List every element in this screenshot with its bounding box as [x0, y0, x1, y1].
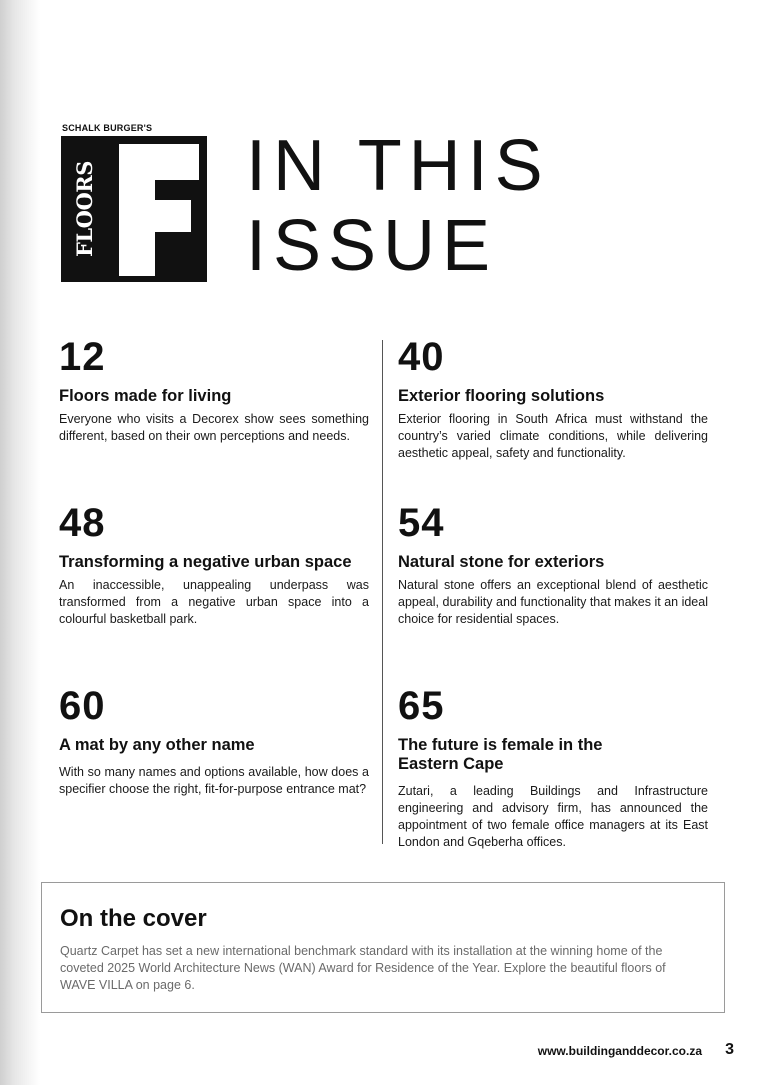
toc-entry[interactable]: [398, 502, 708, 628]
toc-entry[interactable]: [398, 685, 708, 851]
page-number: 3: [725, 1041, 734, 1058]
cover-text: Quartz Carpet has set a new international benchmark standard with its installation at the winning home of the coveted 2025 World Architecture News (WAN) Award for Residence of the Year. Explore the beautiful floors of WAVE VILLA on page 6.: [60, 944, 666, 992]
toc-entry-title: Exterior flooring solutions: [398, 387, 605, 405]
floors-logo: [61, 136, 207, 282]
page-title-line-1: IN THIS: [246, 126, 550, 206]
toc-entry-title: A mat by any other name: [59, 736, 255, 754]
logo-word: FLOORS: [72, 161, 97, 257]
toc-entry-description: An inaccessible, unappealing underpass was transformed from a negative urban space into a colourful basketball park.: [59, 578, 369, 626]
toc-page-number: 48: [59, 501, 106, 545]
footer-url-link[interactable]: www.buildinganddecor.co.za: [537, 1044, 702, 1058]
toc-entry-title: Natural stone for exteriors: [398, 553, 605, 571]
toc-entry-title: Floors made for living: [59, 387, 232, 405]
toc-entry-description: Zutari, a leading Buildings and Infrastructure engineering and advisory firm, has announced the appointment of two female office managers at its East London and Gqeberha offices.: [398, 784, 708, 849]
page-spine-shadow: [0, 0, 40, 1085]
column-divider: [382, 340, 383, 844]
logo-kicker: SCHALK BURGER'S: [62, 123, 153, 133]
toc-entry-description: Everyone who visits a Decorex show sees something different, based on their own perceptions and needs.: [59, 412, 369, 443]
toc-entry[interactable]: [398, 336, 708, 462]
toc-page-number: 40: [398, 335, 445, 379]
toc-entry-description: Natural stone offers an exceptional blend of aesthetic appeal, durability and functionality that makes it an ideal choice for residential spaces.: [398, 578, 708, 626]
toc-entry-description: With so many names and options available, how does a specifier choose the right, fit-for-purpose entrance mat?: [59, 765, 369, 796]
logo-letter-f: [103, 142, 203, 278]
toc-entry[interactable]: [59, 336, 369, 445]
toc-entry-title: Transforming a negative urban space: [59, 553, 352, 571]
cover-title: On the cover: [60, 905, 207, 932]
toc-page-number: 60: [59, 684, 106, 728]
toc-entry-description: Exterior flooring in South Africa must withstand the country’s varied climate conditions, while delivering aesthetic appeal, safety and functionality.: [398, 412, 708, 460]
toc-entry-title: The future is female in the Eastern Cape: [398, 736, 603, 773]
toc-page-number: 12: [59, 335, 106, 379]
toc-entry[interactable]: [59, 685, 369, 798]
toc-entry[interactable]: [59, 502, 369, 628]
page-title: [246, 126, 666, 286]
toc-page-number: 54: [398, 501, 445, 545]
page-title-line-2: ISSUE: [246, 206, 498, 286]
toc-page-number: 65: [398, 684, 445, 728]
on-the-cover-panel: [41, 882, 725, 1013]
